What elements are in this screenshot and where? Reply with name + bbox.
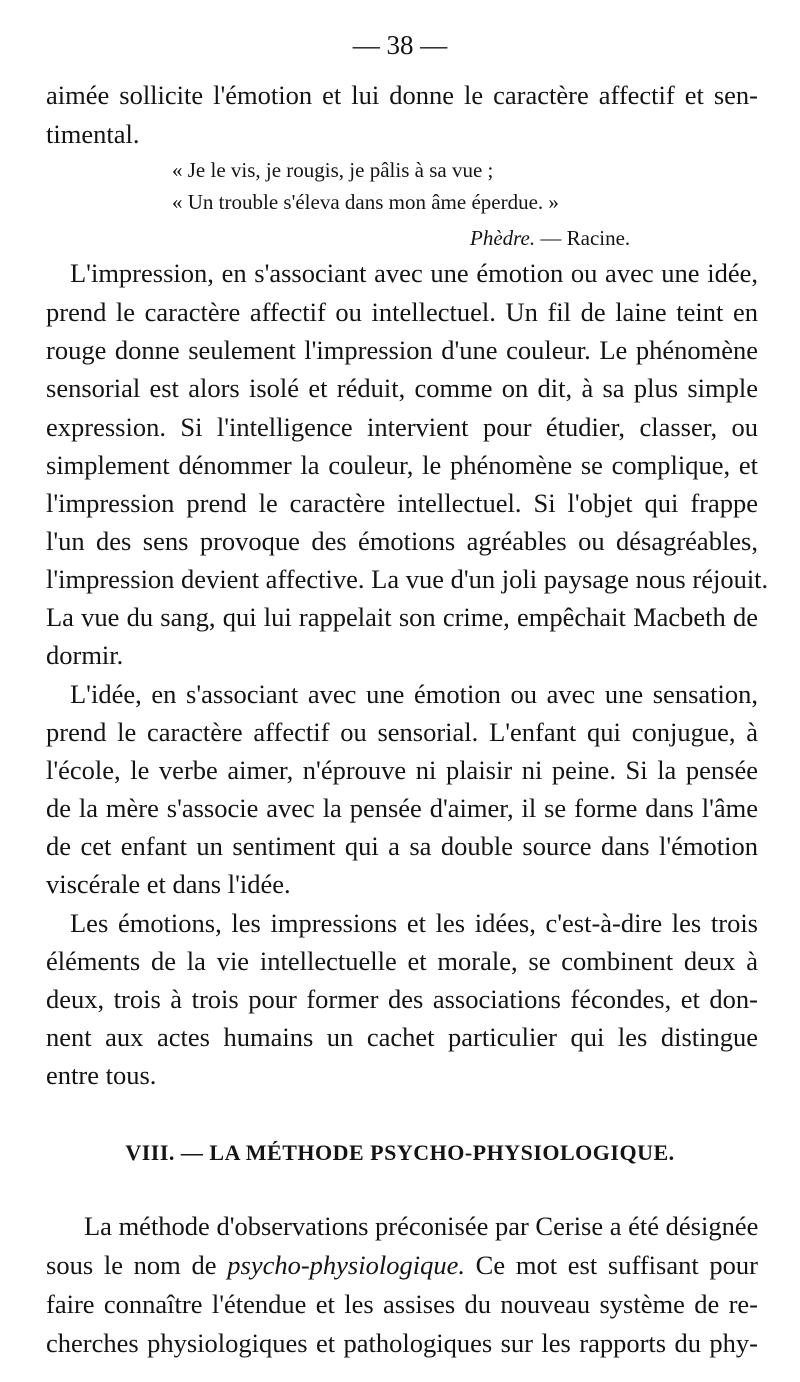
text-line: La méthode d'observations préconisée par Cerise a été désignée [84,1211,759,1241]
text-line: L'impression, en s'associant avec une émotion ou avec une idée, [70,258,758,288]
text-line: nent aux actes humains un cachet particulier qui les distingue [46,1022,758,1052]
text-line: l'école, le verbe aimer, n'éprouve ni plaisir ni peine. Si la pensée [46,755,758,785]
verse-source-title: Phèdre. [470,226,536,250]
text-line: l'impression prend le caractère intellectuel. Si l'objet qui frappe [46,488,758,518]
text-line: cherches physiologiques et pathologiques sur les rapports du phy- [46,1328,758,1358]
text-line: simplement dénommer la couleur, le phénomène se complique, et [46,450,758,480]
text-line: de la mère s'associe avec la pensée d'aimer, il se forme dans l'âme [46,793,758,823]
text-line: viscérale et dans l'idée. [46,869,291,899]
text-line: l'un des sens provoque des émotions agréables ou désagréables, [46,526,758,556]
verse-source [470,226,630,251]
text-run: Ce mot est suffisant pour [464,1250,759,1280]
text-line: prend le caractère affectif ou sensorial. L'enfant qui conjugue, à [46,717,758,747]
page-number: — 38 — [352,30,448,60]
text-line: rouge donne seulement l'impression d'une couleur. Le phénomène [46,335,758,365]
text-line: deux, trois à trois pour former des associations fécondes, et don- [46,984,758,1014]
text-line: dormir. [46,640,124,670]
text-line: La vue du sang, qui lui rappelait son crime, empêchait Macbeth de [46,602,758,632]
text-line: L'idée, en s'associant avec une émotion ou avec une sensation, [70,679,758,709]
verse-line: « Un trouble s'éleva dans mon âme éperdue. » [172,190,559,214]
text-line: Les émotions, les impressions et les idées, c'est-à-dire les trois [70,908,758,938]
text-line [46,1252,758,1279]
text-line: expression. Si l'intelligence intervient pour étudier, classer, ou [46,412,758,442]
text-line: éléments de la vie intellectuelle et morale, se combinent deux à [46,946,758,976]
text-line: sensorial est alors isolé et réduit, comme on dit, à sa plus simple [46,373,758,403]
verse-line: « Je le vis, je rougis, je pâlis à sa vue ; [172,158,494,182]
section-heading: VIII. — LA MÉTHODE PSYCHO-PHYSIOLOGIQUE. [125,1140,675,1165]
text-line: aimée sollicite l'émotion et lui donne le caractère affectif et sen- [46,80,758,110]
text-line: l'impression devient affective. La vue d'un joli paysage nous réjouit. [46,564,769,594]
text-line: de cet enfant un sentiment qui a sa double source dans l'émotion [46,831,758,861]
text-line: entre tous. [46,1060,157,1090]
italic-term: psycho-physiologique. [227,1250,465,1280]
text-line: faire connaître l'étendue et les assises du nouveau système de re- [46,1289,758,1319]
text-line: timental. [46,119,140,149]
text-line: prend le caractère affectif ou intellectuel. Un fil de laine teint en [46,297,758,327]
text-run: sous le nom de [46,1250,228,1280]
verse-source-author: — Racine. [540,226,631,250]
